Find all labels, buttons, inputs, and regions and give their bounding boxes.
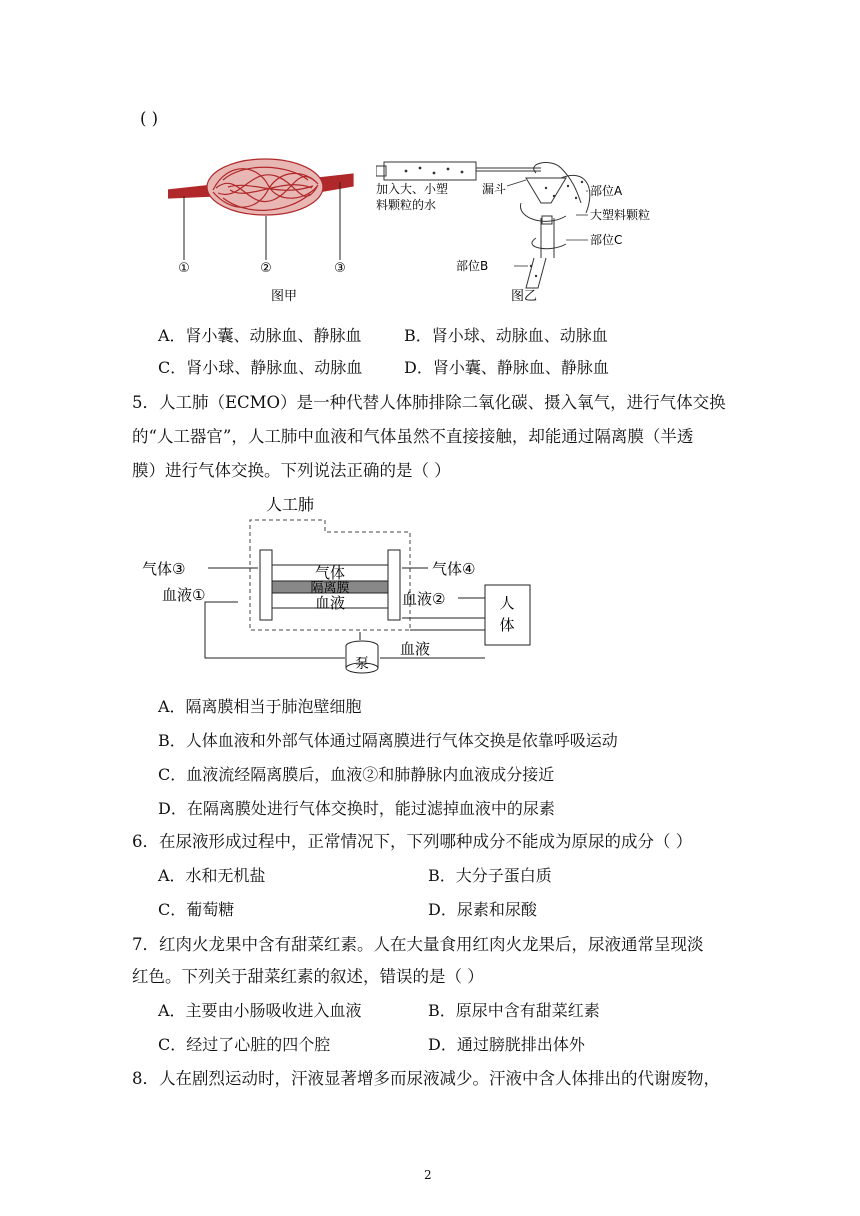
fig-jia-caption: 图甲 bbox=[270, 289, 298, 304]
fig-yi-label-funnel: 漏斗 bbox=[482, 182, 507, 196]
fig-yi-label-b: 部位B bbox=[456, 259, 489, 273]
fig-blood-label: 血液 bbox=[400, 640, 431, 658]
q4-option-c: C．肾小球、静脉血、动脉血 bbox=[158, 358, 363, 377]
q7-option-b: B．原尿中含有甜菜红素 bbox=[428, 1001, 600, 1020]
page-number: 2 bbox=[424, 1168, 432, 1182]
fig-gas-in: 气体③ bbox=[142, 560, 186, 578]
q5-option-c: C．血液流经隔离膜后，血液②和肺静脉内血液成分接近 bbox=[158, 765, 555, 784]
figure-artificial-lung bbox=[140, 490, 540, 690]
fig-gas-out: 气体④ bbox=[432, 560, 476, 578]
q4-option-b: B．肾小球、动脉血、动脉血 bbox=[404, 326, 608, 345]
fig-body-2: 体 bbox=[499, 616, 515, 634]
q6-option-d: D．尿素和尿酸 bbox=[428, 900, 537, 919]
q7-option-c: C．经过了心脏的四个腔 bbox=[158, 1035, 331, 1054]
fig-yi-label-water-2: 料颗粒的水 bbox=[376, 198, 437, 212]
q8-stem-line-1: 8．人在剧烈运动时，汗液显著增多而尿液减少。汗液中含人体排出的代谢废物， bbox=[132, 1069, 720, 1088]
fig-artificial-lung-title: 人工肺 bbox=[265, 495, 315, 514]
fig-yi-label-a: 部位A bbox=[590, 184, 623, 198]
q5-stem-line-2: 的“人工器官”，人工肺中血液和气体虽然不直接接触，却能通过隔离膜（半透 bbox=[132, 427, 694, 446]
fig-top-chamber: 气体 bbox=[314, 564, 346, 582]
q7-stem-line-2: 红色。下列关于甜菜红素的叙述，错误的是（ ） bbox=[132, 967, 484, 986]
q6-option-b: B．大分子蛋白质 bbox=[428, 866, 552, 885]
fig-yi-label-c: 部位C bbox=[590, 233, 623, 247]
glomerulus-illustration bbox=[168, 159, 353, 215]
q4-option-a: A．肾小囊、动脉血、静脉血 bbox=[158, 326, 362, 345]
fig-yi-label-water-1: 加入大、小塑 bbox=[376, 182, 449, 196]
q6-option-a: A．水和无机盐 bbox=[158, 866, 266, 885]
fig-jia-label-3: ③ bbox=[334, 261, 346, 276]
fig-jia-label-1: ① bbox=[178, 261, 190, 276]
q4-option-d: D．肾小囊、静脉血、静脉血 bbox=[404, 358, 609, 377]
fig-yi-label-big-particle: 大塑料颗粒 bbox=[590, 208, 651, 222]
figure-jia-glomerulus bbox=[168, 140, 358, 310]
q5-stem-line-3: 膜）进行气体交换。下列说法正确的是（ ） bbox=[132, 461, 451, 480]
fig-yi-caption: 图乙 bbox=[510, 289, 538, 304]
fig-jia-label-2: ② bbox=[260, 261, 272, 276]
q7-option-a: A．主要由小肠吸收进入血液 bbox=[158, 1001, 362, 1020]
q5-option-b: B．人体血液和外部气体通过隔离膜进行气体交换是依靠呼吸运动 bbox=[158, 731, 618, 750]
q6-option-c: C．葡萄糖 bbox=[158, 900, 235, 919]
q7-option-d: D．通过膀胱排出体外 bbox=[428, 1035, 585, 1054]
fig-membrane-label: 隔离膜 bbox=[310, 581, 350, 596]
fig-pump: 泵 bbox=[355, 656, 369, 672]
fig-body-1: 人 bbox=[499, 594, 515, 612]
q5-option-d: D．在隔离膜处进行气体交换时，能过滤掉血液中的尿素 bbox=[158, 799, 555, 818]
q6-stem: 6．在尿液形成过程中，正常情况下，下列哪种成分不能成为原尿的成分（ ） bbox=[132, 832, 693, 851]
fig-blood-in: 血液① bbox=[162, 586, 206, 604]
q5-option-a: A．隔离膜相当于肺泡壁细胞 bbox=[158, 697, 362, 716]
fig-bottom-chamber: 血液 bbox=[314, 594, 346, 612]
figure-yi-filtration-model bbox=[376, 158, 676, 308]
q7-stem-line-1: 7．红肉火龙果中含有甜菜红素。人在大量食用红肉火龙果后，尿液通常呈现淡 bbox=[132, 935, 704, 954]
q5-stem-line-1: 5．人工肺（ECMO）是一种代替人体肺排除二氧化碳、摄入氧气，进行气体交换 bbox=[132, 393, 726, 412]
q4-answer-paren: ( ) bbox=[140, 109, 159, 128]
fig-blood-out: 血液② bbox=[402, 590, 446, 608]
